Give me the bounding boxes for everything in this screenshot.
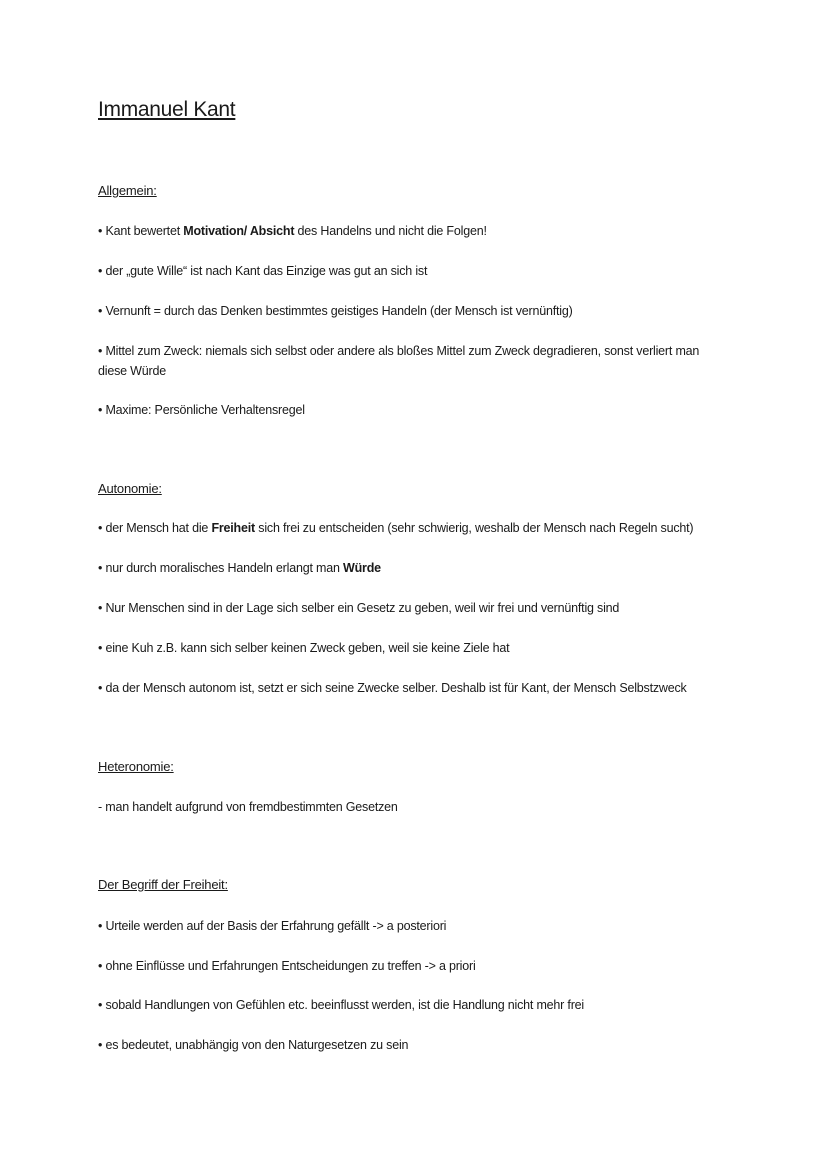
autonomie-line-1 [98, 518, 738, 538]
allgemein-line-3: • Vernunft = durch das Denken bestimmtes geistiges Handeln (der Mensch ist vernünftig) [98, 304, 573, 318]
section-heading-autonomie: Autonomie: [98, 481, 162, 496]
freiheit-line-2: • ohne Einflüsse und Erfahrungen Entscheidungen zu treffen -> a priori [98, 959, 476, 973]
page-title: Immanuel Kant [98, 98, 236, 121]
text-span: sich frei zu entscheiden (sehr schwierig, weshalb der Mensch nach Regeln sucht) [255, 521, 694, 535]
autonomie-line-2 [98, 558, 738, 578]
autonomie-line-3: • Nur Menschen sind in der Lage sich selber ein Gesetz zu geben, weil wir frei und vernünftig sind [98, 601, 620, 615]
autonomie-line-4: • eine Kuh z.B. kann sich selber keinen Zweck geben, weil sie keine Ziele hat [98, 641, 510, 655]
text-span: des Handelns und nicht die Folgen! [294, 224, 487, 238]
section-heading-freiheit: Der Begriff der Freiheit: [98, 877, 228, 892]
autonomie-line-5: • da der Mensch autonom ist, setzt er sich seine Zwecke selber. Deshalb ist für Kant, der Mensch Selbstzweck [98, 681, 687, 695]
bold-term: Freiheit [211, 521, 255, 535]
freiheit-line-3: • sobald Handlungen von Gefühlen etc. beeinflusst werden, ist die Handlung nicht mehr frei [98, 998, 584, 1012]
text-span: • nur durch moralisches Handeln erlangt man [98, 561, 344, 575]
allgemein-line-5: • Maxime: Persönliche Verhaltensregel [98, 403, 305, 417]
bold-term: Würde [343, 561, 381, 575]
section-heading-heteronomie: Heteronomie: [98, 759, 174, 774]
section-heading-allgemein: Allgemein: [98, 183, 157, 198]
text-span: • Kant bewertet [98, 224, 184, 238]
heteronomie-line-1: - man handelt aufgrund von fremdbestimmten Gesetzen [98, 800, 398, 814]
allgemein-line-2: • der „gute Wille“ ist nach Kant das Einzige was gut an sich ist [98, 264, 428, 278]
bold-term: Motivation/ Absicht [183, 224, 295, 238]
allgemein-line-1 [98, 221, 738, 241]
text-span: • der Mensch hat die [98, 521, 212, 535]
allgemein-line-4: • Mittel zum Zweck: niemals sich selbst oder andere als bloßes Mittel zum Zweck degradieren, sonst verliert man diese Würde [98, 344, 700, 378]
freiheit-line-1: • Urteile werden auf der Basis der Erfahrung gefällt -> a posteriori [98, 919, 447, 933]
freiheit-line-4: • es bedeutet, unabhängig von den Naturgesetzen zu sein [98, 1038, 409, 1052]
